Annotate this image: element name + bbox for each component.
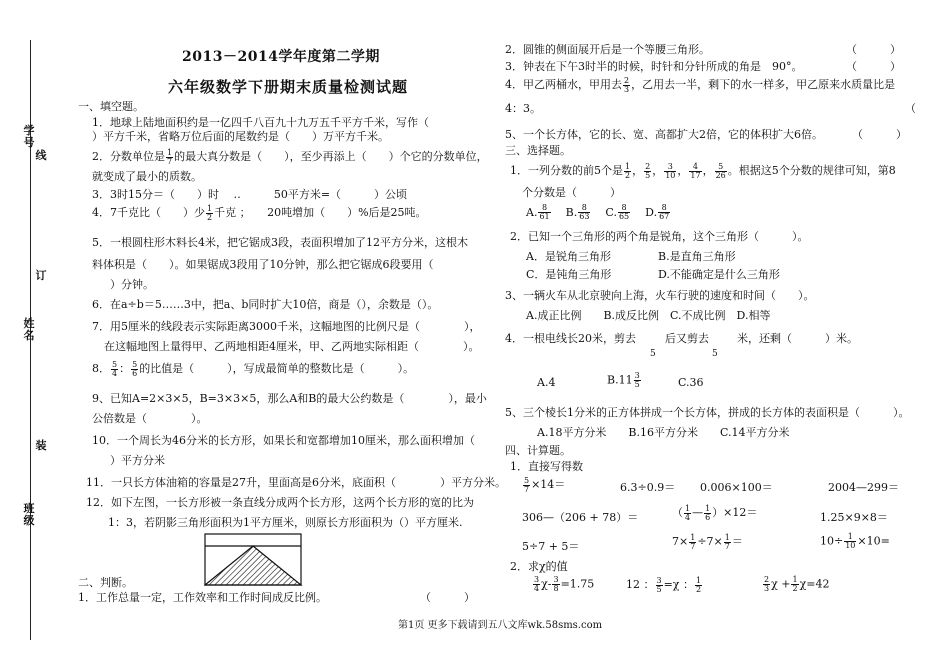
q10-line1: 10．一个周长为46分米的长方形，如果长和宽都增加10厘米，那么面积增加（ bbox=[92, 434, 475, 447]
calc-r3-b bbox=[672, 533, 743, 551]
q8-post: 的比值是（ ），写成最简单的整数比是（ ）。 bbox=[139, 362, 415, 375]
binding-line-char: 线 bbox=[35, 149, 47, 162]
q4-post: 千克 ； 20吨增加（ ）%后是25吨。 bbox=[214, 206, 427, 219]
judgement-4-paren: （ bbox=[905, 102, 916, 115]
binding-order-char: 订 bbox=[35, 269, 47, 282]
eq1-mid: χ- bbox=[541, 577, 552, 591]
q4 bbox=[92, 204, 427, 222]
r3c-pre: 10÷ bbox=[820, 534, 844, 548]
q2-pre: 2．分数单位是 bbox=[92, 150, 165, 163]
choice-3: 3、一辆火车从北京驶向上海，火车行驶的速度和时间（ ）。 bbox=[505, 289, 815, 302]
q11: 11．一只长方体油箱的容量是27升，里面高是6分米，底面积（ ）平方分米。 bbox=[86, 476, 506, 489]
c1-sequence-comma: ， bbox=[677, 164, 689, 177]
q8 bbox=[92, 360, 414, 378]
judgement-2-paren: （ ） bbox=[846, 43, 901, 56]
c1-sequence-fraction: $\frac{4}{17}$ bbox=[690, 161, 701, 180]
j4-pre: 4．甲乙两桶水，甲用去 bbox=[505, 78, 622, 91]
section-judgement: 二、判断。 bbox=[78, 576, 133, 589]
choice-4-line: 4．一根电线长20米，剪去 bbox=[505, 332, 636, 345]
choice-1-options bbox=[526, 204, 685, 221]
r1a-fraction: $\frac{5}{7}$ bbox=[524, 475, 530, 494]
choice-5-options: A.18平方分米 B.16平方分米 C.14平方分米 bbox=[537, 426, 790, 439]
judgement-5: 5、一个长方体，它的长、宽、高都扩大2倍，它的体积扩大6倍。 bbox=[505, 128, 823, 141]
q2-post: 的最大真分数是（ ），至少再添上（ ）个它的分数单位， bbox=[174, 150, 488, 163]
eq1-post: =1.75 bbox=[560, 577, 595, 591]
c4-b-label: B.11 bbox=[607, 373, 633, 387]
page-footer: 第1页 更多下载请到五八文库wk.58sms.com bbox=[398, 620, 603, 631]
eq1-fraction-2: $\frac{3}{8}$ bbox=[553, 575, 559, 593]
q5-line3: ）分钟。 bbox=[110, 278, 154, 291]
choice-2-c: C．是钝角三角形 bbox=[526, 268, 612, 281]
c1-pre: 1．一列分数的前5个是 bbox=[510, 164, 623, 177]
title-line2: 六年级数学下册期末质量检测试题 bbox=[168, 78, 409, 96]
choice-2-b: B.是直角三角形 bbox=[658, 250, 736, 263]
q6: 6．在a÷b＝5……3中，把a、b同时扩大10倍，商是（），余数是（）。 bbox=[92, 298, 439, 311]
q9-line2: 公倍数是（ ）。 bbox=[92, 412, 208, 425]
eq3-mid: χ + bbox=[771, 577, 791, 591]
choice-4-end: 米，还剩（ ）米。 bbox=[737, 332, 858, 345]
c1-sequence-fraction: $\frac{2}{5}$ bbox=[645, 161, 651, 180]
class-label: 班级 bbox=[23, 502, 35, 527]
r1a-post: ×14＝ bbox=[531, 478, 566, 491]
q5-line1: 5．一根圆柱形木料长4米，把它锯成3段，表面积增加了12平方分米，这根木 bbox=[92, 236, 468, 249]
calc-r2-b bbox=[672, 504, 757, 522]
q7-line2: 在这幅地图上量得甲、乙两地相距4厘米，甲、乙两地实际相距（ ）。 bbox=[104, 340, 480, 353]
judgement-3: 3．钟表在下午3时半的时候，时针和分针所成的角是 90°。 bbox=[505, 60, 803, 73]
judgement-3-paren: （ ） bbox=[846, 60, 901, 73]
r2b-minus: — bbox=[692, 506, 704, 519]
calc-solve-x: 2．求χ的值 bbox=[510, 560, 568, 573]
equation-3 bbox=[762, 576, 829, 593]
q7-line1: 7．用5厘米的线段表示实际距离3000千米，这幅地图的比例尺是（ ）， bbox=[92, 320, 481, 333]
q2-line1 bbox=[92, 148, 488, 166]
c1-sequence-comma: ， bbox=[632, 164, 644, 177]
q10-line2: ）平方分米 bbox=[110, 454, 165, 467]
title-line1: 2013－2014学年度第二学期 bbox=[182, 49, 380, 65]
q2-fraction: $\frac{1}{7}$ bbox=[167, 147, 173, 166]
eq3-fraction-2: $\frac{1}{2}$ bbox=[792, 575, 798, 593]
r2b-post: ）×12＝ bbox=[712, 506, 758, 519]
binding-install-char: 装 bbox=[35, 439, 47, 452]
choice-3-options: A.成正比例 B.成反比例 C.不成比例 D.相等 bbox=[526, 309, 771, 322]
choice-4-mid: 后又剪去 bbox=[665, 332, 709, 345]
q1-line2: ）平方千米，省略万位后面的尾数约是（ ）万平方千米。 bbox=[92, 130, 389, 143]
c1-option: C. $\frac{8}{65}$ bbox=[605, 203, 630, 221]
judgement-4-line2: 4：3。 bbox=[505, 102, 541, 115]
q5-line2: 料体积是（ ）。如果锯成3段用了10分钟，那么把它锯成6段要用（ bbox=[92, 258, 434, 271]
c1-sequence-fraction: $\frac{3}{10}$ bbox=[665, 161, 676, 180]
r3b-post: ＝ bbox=[731, 535, 743, 548]
q4-pre: 4．7千克比（ ）少 bbox=[92, 206, 205, 219]
judgement-1-paren: （ ） bbox=[420, 591, 475, 604]
equation-2 bbox=[626, 576, 703, 594]
eq2-fraction-2: $\frac{1}{2}$ bbox=[695, 575, 702, 594]
c1-sequence-comma: ， bbox=[652, 164, 664, 177]
q8-fraction-2: $\frac{5}{6}$ bbox=[132, 359, 138, 378]
c1-option: D. $\frac{8}{67}$ bbox=[645, 203, 670, 221]
q12-rectangle-figure bbox=[204, 533, 304, 587]
c1-sequence-fraction: $\frac{5}{26}$ bbox=[715, 161, 726, 180]
r3b-fraction-1: $\frac{1}{7}$ bbox=[690, 532, 696, 551]
q9-line1: 9、已知A=2×3×5，B=3×3×5，那么A和B的最大公约数是（ ），最小 bbox=[92, 392, 487, 405]
choice-4-option-a: A.4 bbox=[537, 376, 556, 389]
r2b-pre: （ bbox=[672, 506, 683, 519]
c4-b-fraction: $\frac{3}{5}$ bbox=[634, 371, 640, 389]
eq2-mid: =χ ： bbox=[663, 578, 694, 591]
section-choice: 三、选择题。 bbox=[505, 144, 571, 157]
choice-2: 2．已知一个三角形的两个角是锐角，这个三角形（ ）。 bbox=[510, 230, 809, 243]
calc-r1-c: 0.006×100＝ bbox=[700, 481, 773, 494]
choice-4-option-b bbox=[607, 372, 642, 389]
r2b-fraction-1: $\frac{1}{4}$ bbox=[685, 503, 691, 522]
q12-line1: 12．如下左图，一长方形被一条直线分成两个长方形，这两个长方形的宽的比为 bbox=[86, 496, 474, 509]
r3b-pre: 7× bbox=[672, 535, 689, 548]
q2-line2: 就变成了最小的质数。 bbox=[92, 170, 202, 183]
judgement-2: 2．圆锥的侧面展开后是一个等腰三角形。 bbox=[505, 43, 710, 56]
c1-option: A. $\frac{8}{61}$ bbox=[526, 203, 550, 221]
c1-post: 。根据这5个分数的规律可知，第8 bbox=[727, 164, 896, 177]
section-fill-blank: 一、填空题。 bbox=[78, 100, 144, 113]
judgement-4-line1 bbox=[505, 76, 895, 94]
j4-fraction: $\frac{2}{3}$ bbox=[624, 75, 630, 94]
q1-line1: 1．地球上陆地面积约是一亿四千八百九十九万五千平方千米，写作（ bbox=[92, 116, 429, 129]
eq2-pre: 12 ： bbox=[626, 578, 655, 591]
calc-direct: 1．直接写得数 bbox=[510, 460, 583, 473]
calc-r3-c bbox=[820, 533, 890, 550]
q3: 3．3时15分＝（ ）时 ‥ 50平方米=（ ）公顷 bbox=[92, 188, 408, 201]
c1-sequence-comma: ， bbox=[702, 164, 714, 177]
eq3-post: χ=42 bbox=[799, 577, 830, 591]
q8-colon: ： bbox=[119, 362, 131, 375]
name-label: 姓名 bbox=[23, 317, 35, 342]
q12-line2: 1：3，若阴影三角形面积为1平方厘米，则原长方形面积为（）平方厘米. bbox=[108, 516, 463, 529]
eq3-fraction-1: $\frac{2}{3}$ bbox=[764, 575, 770, 593]
eq2-fraction-1: $\frac{3}{5}$ bbox=[656, 575, 662, 594]
r3c-post: ×10= bbox=[857, 534, 890, 548]
c1-option: B. $\frac{8}{63}$ bbox=[565, 203, 590, 221]
calc-r1-d: 2004—299＝ bbox=[828, 481, 899, 494]
r3b-mid: ÷7× bbox=[697, 535, 723, 548]
r3b-fraction-2: $\frac{1}{7}$ bbox=[724, 532, 730, 551]
section-calculation: 四、计算题。 bbox=[505, 444, 571, 457]
choice-4-frac2-denominator: 5 bbox=[712, 349, 718, 359]
calc-r1-b: 6.3÷0.9＝ bbox=[620, 481, 676, 494]
calc-r3-a: 5÷7 + 5＝ bbox=[522, 540, 580, 553]
c1-sequence-fraction: $\frac{1}{2}$ bbox=[625, 161, 631, 180]
choice-4-option-c: C.36 bbox=[678, 376, 704, 389]
eq1-fraction-1: $\frac{3}{4}$ bbox=[534, 575, 540, 593]
judgement-5-paren: （ ） bbox=[852, 128, 907, 141]
c1-sequence bbox=[623, 161, 728, 180]
q4-fraction: $\frac{1}{2}$ bbox=[207, 203, 213, 222]
calc-r1-a bbox=[522, 476, 565, 494]
r2b-fraction-2: $\frac{1}{6}$ bbox=[705, 503, 711, 522]
choice-1-line2: 个分数是（ ） bbox=[522, 186, 621, 199]
j4-post: ，乙用去一半，剩下的水一样多，甲乙原来水质量比是 bbox=[631, 78, 896, 91]
calc-r2-c: 1.25×9×8＝ bbox=[820, 511, 888, 524]
r3c-fraction: $\frac{1}{10}$ bbox=[845, 532, 856, 550]
choice-4-frac1-denominator: 5 bbox=[650, 349, 656, 359]
calc-r2-a: 306—（206 + 78）＝ bbox=[522, 511, 639, 524]
choice-5: 5、三个棱长1分米的正方体拼成一个长方体，拼成的长方体的表面积是（ ）。 bbox=[505, 406, 910, 419]
choice-2-d: D.不能确定是什么三角形 bbox=[658, 268, 780, 281]
equation-1 bbox=[532, 576, 594, 593]
q8-fraction-1: $\frac{5}{4}$ bbox=[112, 359, 118, 378]
choice-2-a: A．是锐角三角形 bbox=[526, 250, 611, 263]
student-id-label: 学号 bbox=[23, 124, 35, 149]
q8-number: 8． bbox=[92, 362, 110, 375]
choice-1-line1 bbox=[510, 162, 896, 180]
judgement-1: 1．工作总量一定，工作效率和工作时间成反比例。 bbox=[78, 591, 327, 604]
